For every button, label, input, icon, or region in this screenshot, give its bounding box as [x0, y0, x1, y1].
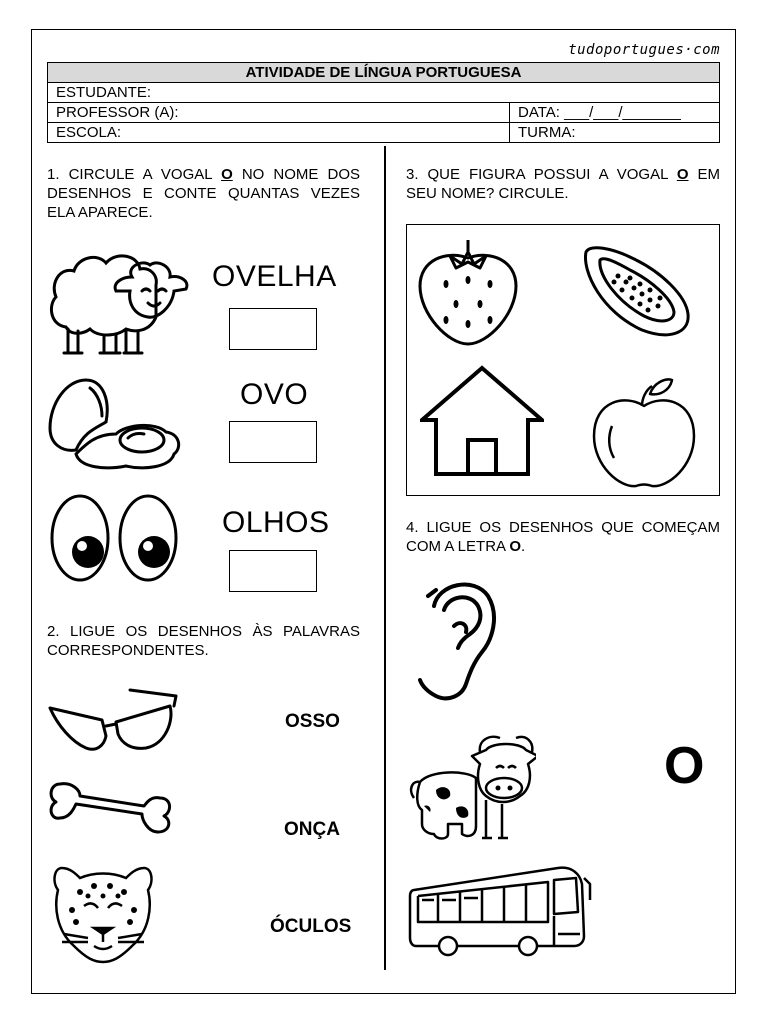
- bus-icon: [408, 864, 592, 958]
- cow-icon: [406, 730, 536, 844]
- eyes-icon: [48, 494, 180, 586]
- header-table: [47, 62, 720, 143]
- site-name: tudoportugues·com: [568, 42, 720, 58]
- student-field: ESTUDANTE:: [48, 83, 720, 103]
- word-osso: OSSO: [285, 711, 340, 732]
- strawberry-icon[interactable]: [416, 236, 520, 348]
- bone-icon: [46, 776, 176, 842]
- q4-instruction: 4. LIGUE OS DESENHOS QUE COMEÇAM COM A LETRA O.: [406, 519, 720, 555]
- jaguar-icon: [50, 860, 156, 966]
- activity-title: ATIVIDADE DE LÍNGUA PORTUGUESA: [48, 63, 720, 83]
- word-olhos: OLHOS: [222, 506, 330, 539]
- school-field: ESCOLA:: [48, 123, 510, 143]
- q2-instruction: 2. LIGUE OS DESENHOS ÀS PALAVRAS CORRESPONDENTES.: [47, 623, 360, 659]
- glasses-icon: [46, 686, 180, 754]
- count-box-ovelha[interactable]: [229, 308, 317, 350]
- apple-icon[interactable]: [590, 376, 698, 490]
- ear-icon: [414, 576, 498, 704]
- word-ovelha: OVELHA: [212, 260, 337, 293]
- q1-instruction: 1. CIRCULE A VOGAL O NO NOME DOS DESENHOS E CONTE QUANTAS VEZES ELA APARECE.: [47, 166, 360, 221]
- column-divider: [384, 146, 386, 970]
- word-oculos: ÓCULOS: [270, 916, 352, 937]
- egg-icon: [46, 374, 186, 474]
- q3-instruction: 3. QUE FIGURA POSSUI A VOGAL O EM SEU NOME? CIRCULE.: [406, 166, 720, 202]
- count-box-ovo[interactable]: [229, 421, 317, 463]
- word-onca: ONÇA: [284, 819, 340, 840]
- big-letter-o: O: [664, 737, 705, 795]
- word-ovo: OVO: [240, 378, 309, 411]
- date-field: DATA: ___/___/_______: [510, 103, 720, 123]
- sheep-icon: [46, 247, 192, 357]
- count-box-olhos[interactable]: [229, 550, 317, 592]
- teacher-field: PROFESSOR (A):: [48, 103, 510, 123]
- papaya-icon[interactable]: [578, 242, 694, 340]
- house-icon[interactable]: [420, 364, 544, 478]
- class-field: TURMA:: [510, 123, 720, 143]
